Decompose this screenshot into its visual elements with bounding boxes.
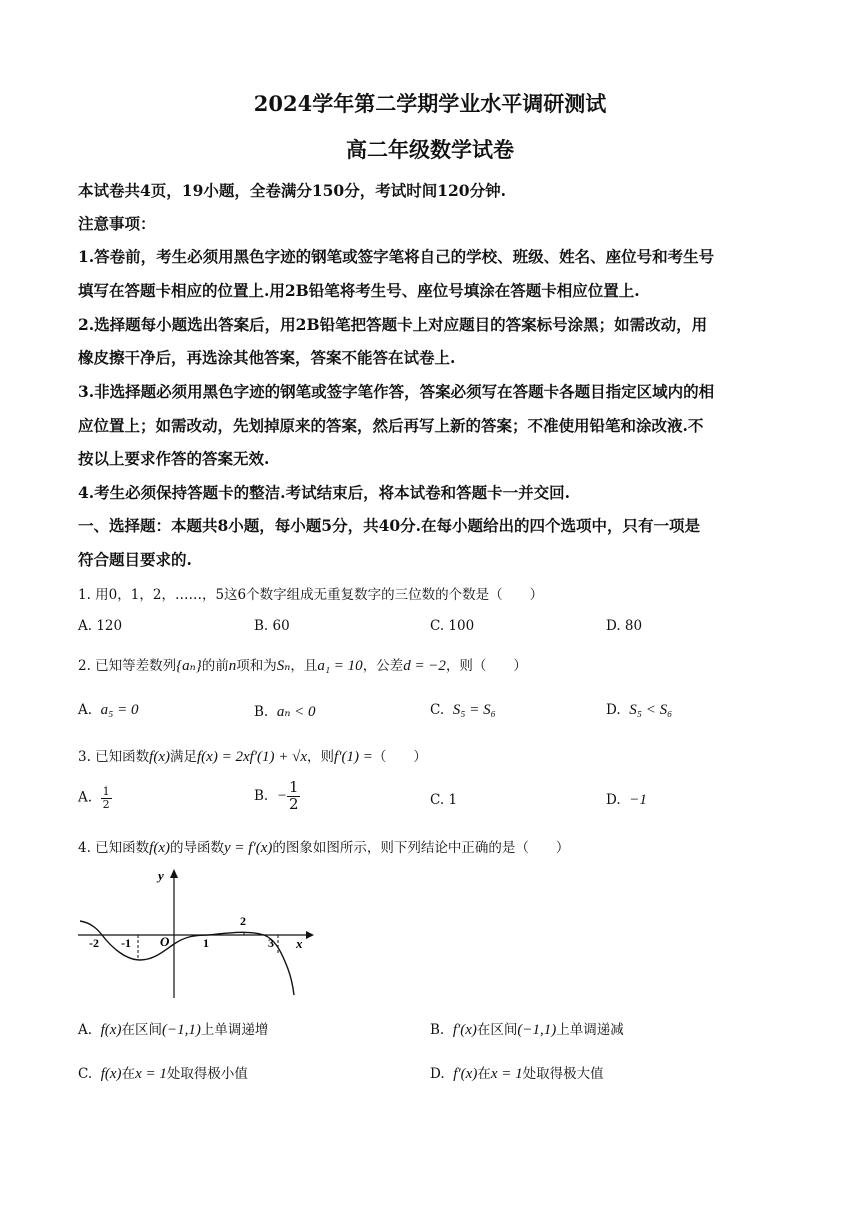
derivative-curve xyxy=(80,921,294,995)
q4-derivative: y = f′(x) xyxy=(224,840,273,856)
question-1-option-c: C. 100 xyxy=(430,618,475,634)
note-2-line-2: 橡皮擦干净后，再选涂其他答案，答案不能答在试卷上. xyxy=(78,348,456,367)
note-3-line-1: 3.非选择题必须用黑色字迹的钢笔或签字笔作答，答案必须写在答题卡各题目指定区域内的相 xyxy=(78,382,715,401)
question-4-option-a: A. f(x)在区间(−1,1)上单调递增 xyxy=(78,1022,269,1038)
tick-label-2: 2 xyxy=(240,914,246,928)
note-2-line-1: 2.选择题每小题选出答案后，用2B铅笔把答题卡上对应题目的答案标号涂黑；如需改动，用 xyxy=(78,315,708,334)
fraction-negative-half: $\frac{1}{2}$ xyxy=(288,778,299,813)
question-3-option-b: B. − $\frac{1}{2}$ xyxy=(254,778,299,813)
derivative-graph xyxy=(78,866,318,1006)
note-1-line-2: 填写在答题卡相应的位置上.用2B铅笔将考生号、座位号填涂在答题卡相应位置上. xyxy=(78,281,640,300)
question-2-option-c: C. S₅ = S₆ xyxy=(430,702,496,718)
note-1-line-1: 1.答卷前，考生必须用黑色字迹的钢笔或签字笔将自己的学校、班级、姓名、座位号和考生号 xyxy=(78,247,715,266)
question-1-option-a: A. 120 xyxy=(78,618,123,634)
question-4-stem: 4. 已知函数f(x)的导函数y = f′(x)的图象如图所示，则下列结论中正确的是（ ） xyxy=(78,840,570,856)
q3-equation: f(x) = 2xf′(1) + √x xyxy=(197,749,308,765)
question-3-option-d: D. −1 xyxy=(606,792,647,808)
q2-text-a: 2. 已知等差数列 xyxy=(78,658,177,674)
q2-text-f: ，则（ ） xyxy=(445,658,527,674)
section-heading-line-1: 一、选择题：本题共8小题，每小题5分，共40分.在每小题给出的四个选项中，只有一项是 xyxy=(78,516,701,535)
q2-text-b: 的前 xyxy=(201,658,229,674)
x-axis-label: x xyxy=(296,936,303,951)
question-3-stem: 3. 已知函数f(x)满足f(x) = 2xf′(1) + √x，则f′(1) =（ ） xyxy=(78,749,427,765)
fraction-one-half: $\frac{1}{2}$ xyxy=(102,785,110,811)
tick-label-minus-1: -1 xyxy=(121,936,131,950)
q2-first-term: a₁ = 10 xyxy=(317,658,363,674)
exam-title: 2024学年第二学期学业水平调研测试 xyxy=(253,91,607,116)
x-axis-arrow-icon xyxy=(306,931,314,939)
question-2-option-a: A. a₅ = 0 xyxy=(78,702,139,718)
q2-sequence: {aₙ} xyxy=(176,658,202,674)
q3-ask: f′(1) = xyxy=(334,749,373,765)
section-heading-line-2: 符合题目要求的. xyxy=(78,550,192,569)
question-4-option-d: D. f′(x)在x = 1处取得极大值 xyxy=(430,1066,604,1082)
notes-heading: 注意事项： xyxy=(78,214,156,233)
question-3-option-c: C. 1 xyxy=(430,792,458,808)
exam-summary: 本试卷共4页，19小题，全卷满分150分，考试时间120分钟. xyxy=(78,181,506,200)
y-axis-label: y xyxy=(158,868,164,883)
tick-label-3: 3 xyxy=(268,936,274,950)
question-2-option-d: D. S₅ < S₆ xyxy=(606,702,673,718)
q2-text-c: 项和为 xyxy=(236,658,277,674)
origin-label: O xyxy=(160,934,170,949)
q2-difference: d = −2 xyxy=(403,658,446,674)
tick-label-1: 1 xyxy=(203,936,209,950)
exam-subtitle: 高二年级数学试卷 xyxy=(346,137,514,162)
question-1-option-b: B. 60 xyxy=(254,618,290,634)
question-3-option-a: A. $\frac{1}{2}$ xyxy=(78,785,110,811)
question-4-option-c: C. f(x)在x = 1处取得极小值 xyxy=(78,1066,248,1082)
q2-n: n xyxy=(228,658,237,674)
tick-label-minus-2: -2 xyxy=(89,936,99,950)
note-3-line-2: 应位置上；如需改动，先划掉原来的答案，然后再写上新的答案；不准使用铅笔和涂改液.不 xyxy=(78,416,704,435)
y-axis-arrow-icon xyxy=(170,869,178,878)
q3-function: f(x) xyxy=(149,749,170,765)
q4-function: f(x) xyxy=(149,840,170,856)
question-1-option-d: D. 80 xyxy=(606,618,643,634)
question-2-option-b: B. aₙ < 0 xyxy=(254,704,316,720)
question-1-stem: 1. 用0，1，2，……，5这6个数字组成无重复数字的三位数的个数是（ ） xyxy=(78,587,544,603)
question-2-stem xyxy=(78,654,527,675)
note-3-line-3: 按以上要求作答的答案无效. xyxy=(78,449,270,468)
q2-sum: Sₙ xyxy=(276,658,291,674)
q2-text-d: ，且 xyxy=(290,658,318,674)
q2-text-e: ，公差 xyxy=(362,658,404,674)
note-4: 4.考生必须保持答题卡的整洁.考试结束后，将本试卷和答题卡一并交回. xyxy=(78,483,570,502)
question-4-option-b: B. f′(x)在区间(−1,1)上单调递减 xyxy=(430,1022,624,1038)
